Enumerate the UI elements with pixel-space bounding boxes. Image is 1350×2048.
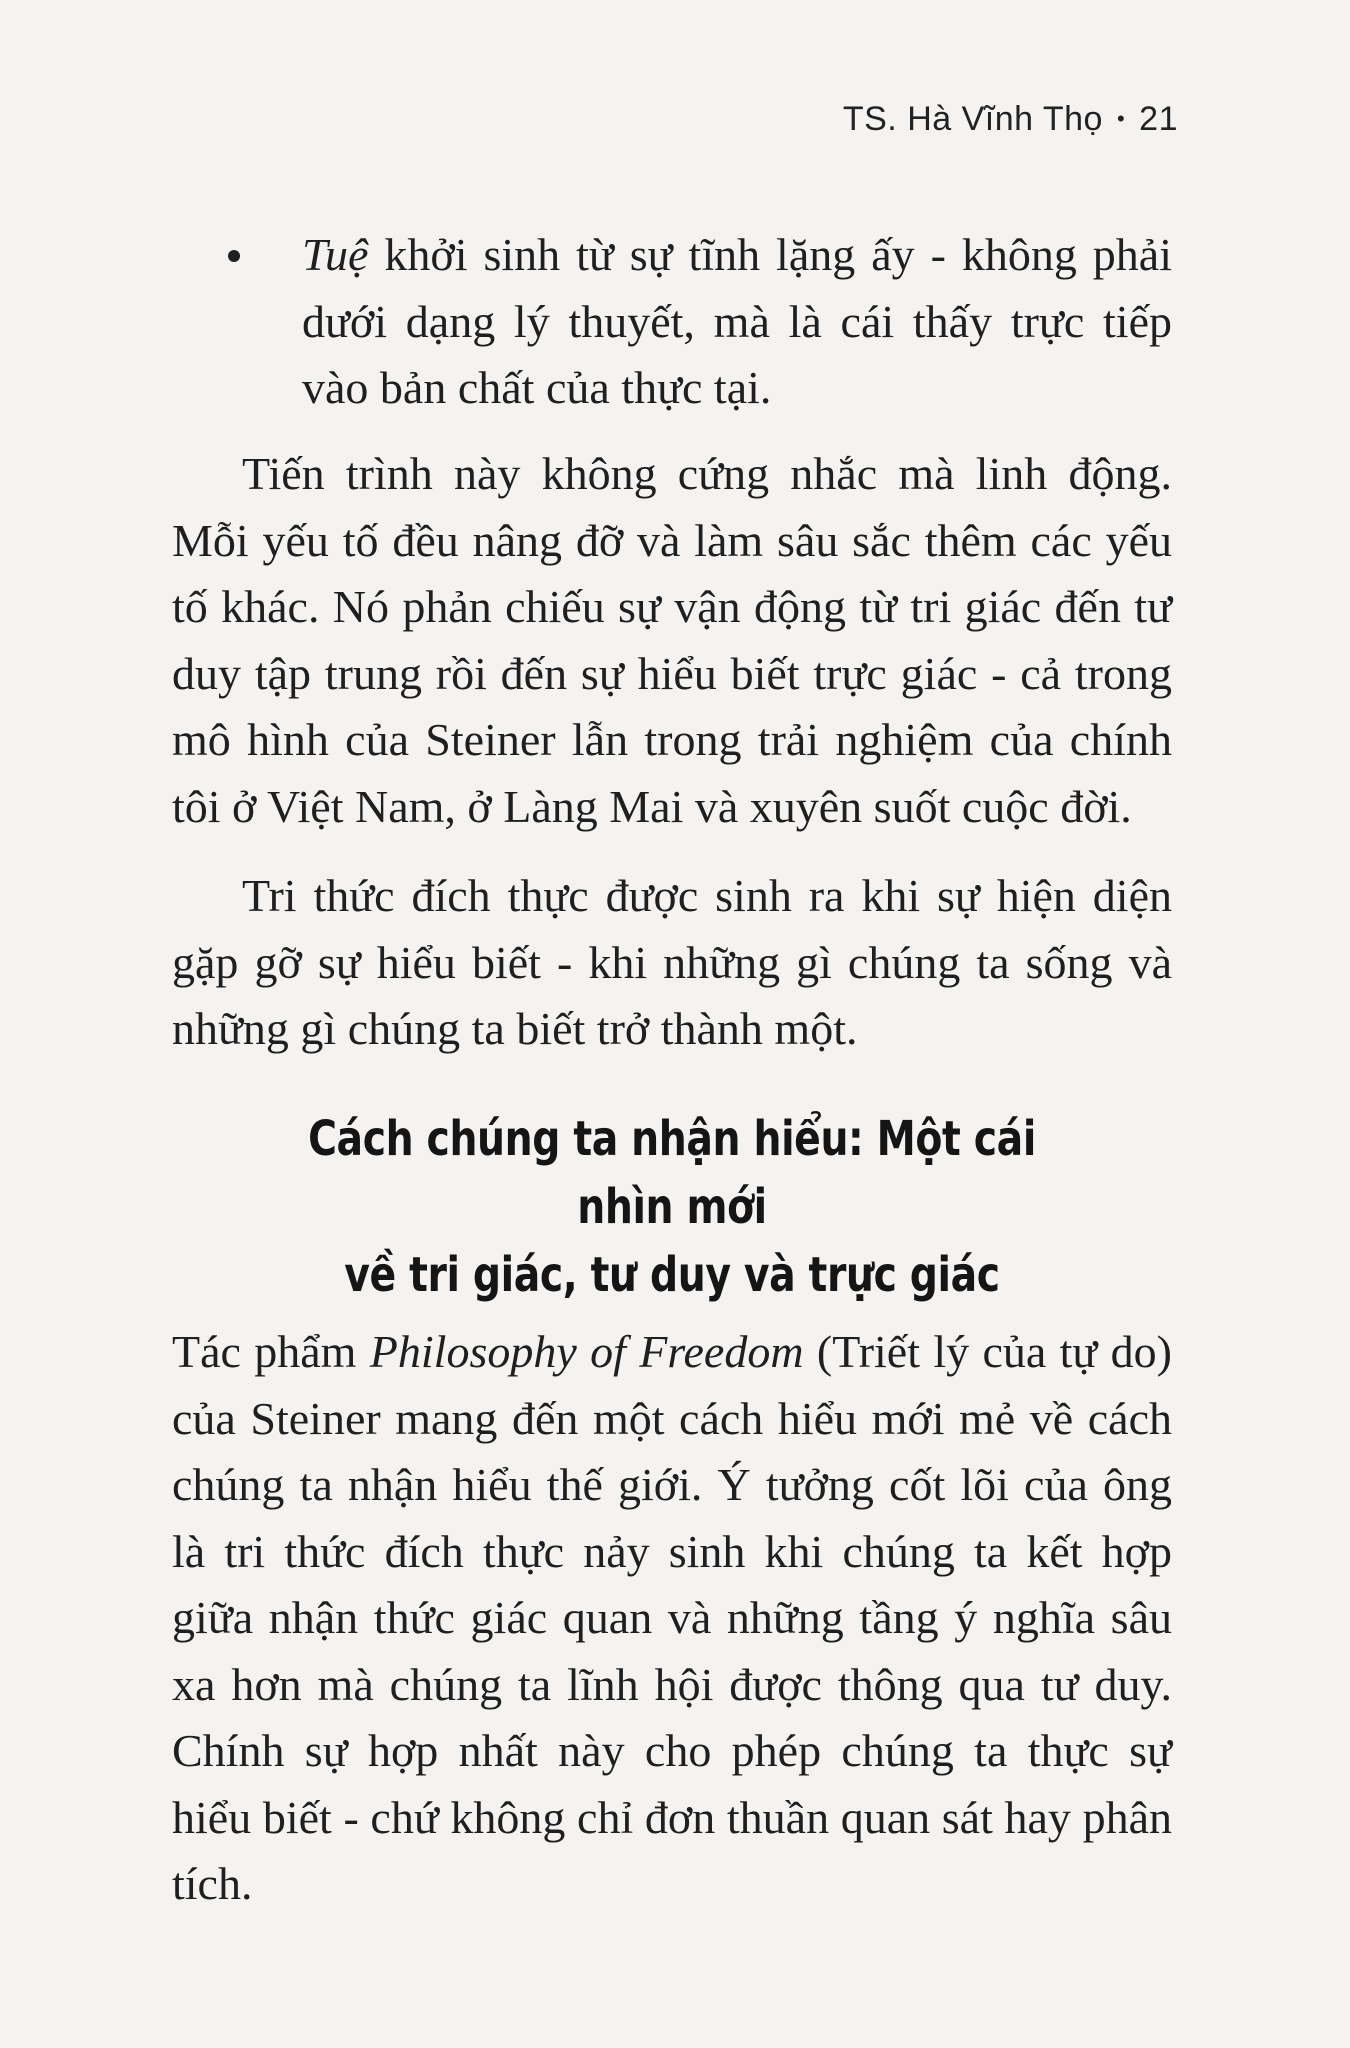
bullet-dot-icon (228, 250, 240, 262)
section-heading-line-1: Cách chúng ta nhận hiểu: Một cái nhìn mới (308, 1111, 1036, 1235)
page-number: 21 (1139, 100, 1178, 138)
bullet-item (172, 222, 1172, 422)
bullet-body: khởi sinh từ sự tĩnh lặng ấy - không phải dưới dạng lý thuyết, mà là cái thấy trực tiếp vào bản chất của thực tại. (302, 229, 1172, 413)
paragraph-2: Tri thức đích thực được sinh ra khi sự hiện diện gặp gỡ sự hiểu biết - khi những gì chúng ta sống và những gì chúng ta biết trở thành một. (172, 870, 1172, 1054)
running-header (843, 100, 1178, 139)
bullet-text (302, 222, 1172, 422)
section-heading (262, 1105, 1082, 1309)
bullet-term: Tuệ (302, 229, 369, 280)
header-author: TS. Hà Vĩnh Thọ (842, 100, 1103, 138)
paragraph-3 (172, 1319, 1172, 1918)
paragraph-3-rest: (Triết lý của tự do) của Steiner mang đến một cách hiểu mới mẻ về cách chúng ta nhận hiểu thế giới. Ý tưởng cốt lõi của ông là tri thức đích thực nảy sinh khi chúng ta kết hợp giữa nhận thức giác quan và những tầng ý nghĩa sâu xa hơn mà chúng ta lĩnh hội được thông qua tư duy. Chính sự hợp nhất này cho phép chúng ta thực sự hiểu biết - chứ không chỉ đơn thuần quan sát hay phân tích. (172, 1326, 1172, 1909)
section-heading-line-2: về tri giác, tư duy và trực giác (344, 1247, 1000, 1303)
paragraph-3-lead: Tác phẩm (172, 1326, 370, 1377)
paragraph-1: Tiến trình này không cứng nhắc mà linh động. Mỗi yếu tố đều nâng đỡ và làm sâu sắc thêm các yếu tố khác. Nó phản chiếu sự vận động từ tri giác đến tư duy tập trung rồi đến sự hiểu biết trực giác - cả trong mô hình của Steiner lẫn trong trải nghiệm của chính tôi ở Việt Nam, ở Làng Mai và xuyên suốt cuộc đời. (172, 448, 1172, 832)
book-title: Philosophy of Freedom (369, 1326, 804, 1377)
header-separator: • (1116, 106, 1126, 131)
